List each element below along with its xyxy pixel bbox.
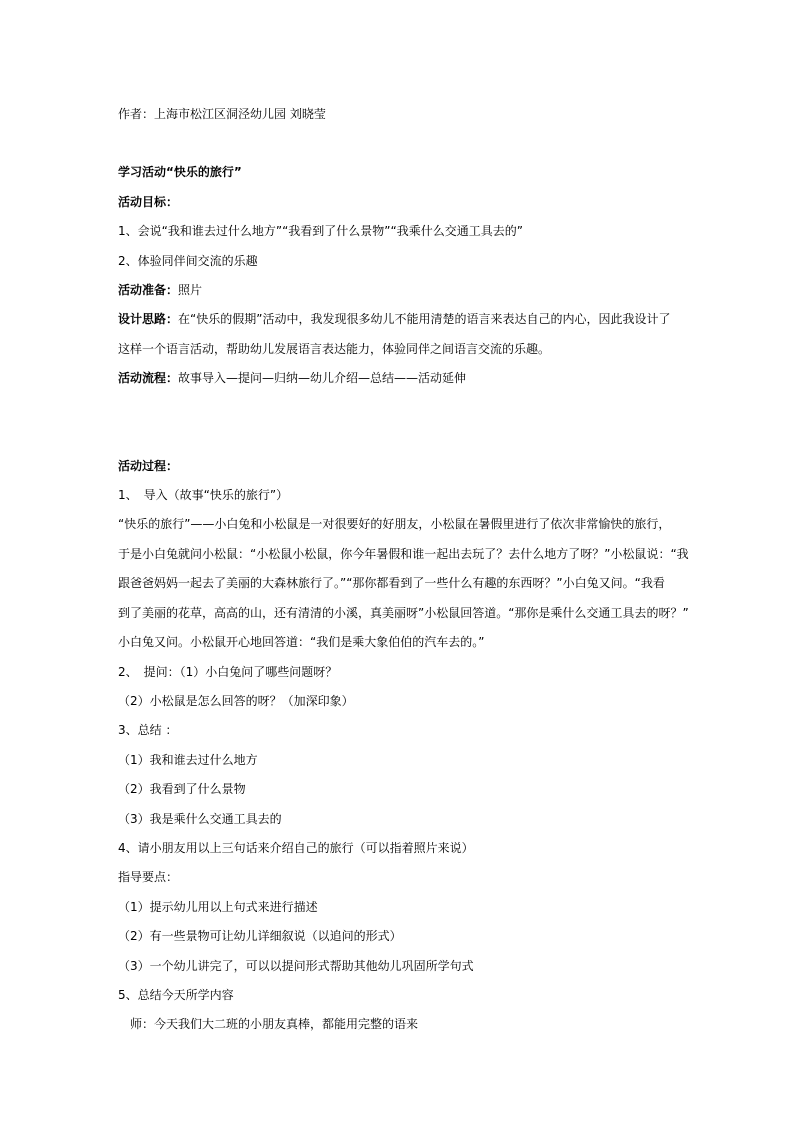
- author-value: 上海市松江区洞泾幼儿园 刘晓莹: [154, 107, 326, 121]
- goal-item-2: 2、体验同伴间交流的乐趣: [118, 253, 258, 268]
- summary-item-3: （3）我是乘什么交通工具去的: [118, 811, 282, 826]
- guide-item-1: （1）提示幼儿用以上句式来进行描述: [118, 899, 318, 914]
- spacer: [118, 394, 683, 452]
- prep-value: 照片: [178, 283, 203, 298]
- author-line: [118, 100, 683, 129]
- author-label: 作者：: [118, 107, 155, 121]
- prep-line: [118, 276, 683, 305]
- flow-value: 故事导入—提问—归纳—幼儿介绍—总结——活动延伸: [178, 371, 467, 386]
- story-line-4: 到了美丽的花草，高高的山，还有清清的小溪，真美丽呀”小松鼠回答道。“那你是乘什么交通工具去的呀？”: [118, 605, 689, 620]
- prep-label: 活动准备：: [118, 283, 179, 298]
- guide-label: 指导要点：: [118, 870, 179, 885]
- guide-item-3: （3）一个幼儿讲完了，可以以提问形式帮助其他幼儿巩固所学句式: [118, 958, 474, 973]
- flow-label: 活动流程：: [118, 371, 179, 386]
- story-line-1: “快乐的旅行”——小白兔和小松鼠是一对很要好的好朋友，小松鼠在暑假里进行了依次非常愉快的旅行，: [118, 517, 671, 532]
- design-label: 设计思路：: [118, 312, 179, 327]
- guide-item-2: （2）有一些景物可让幼儿详细叙说（以追问的形式）: [118, 929, 402, 944]
- process-step-3: 3、总结 ：: [118, 723, 178, 738]
- spacer: [118, 129, 683, 158]
- goals-label: 活动目标：: [118, 194, 179, 209]
- design-line-2: 这样一个语言活动，帮助幼儿发展语言表达能力，体验同伴之间语言交流的乐趣。: [118, 341, 551, 356]
- document-page: [118, 100, 689, 1040]
- story-line-3: 跟爸爸妈妈一起去了美丽的大森林旅行了。”“那你都看到了一些什么有趣的东西呀？”小白兔又问。“我看: [118, 576, 665, 591]
- goal-item-1: 1、会说“我和谁去过什么地方”“我看到了什么景物”“我乘什么交通工具去的”: [118, 224, 523, 239]
- process-label: 活动过程：: [118, 458, 179, 473]
- process-step-2: 2、 提问：（1）小白兔问了哪些问题呀？: [118, 664, 338, 679]
- flow-line: [118, 364, 683, 393]
- process-step-4: 4、请小朋友用以上三句话来介绍自己的旅行（可以指着照片来说）: [118, 840, 474, 855]
- activity-title: 学习活动“快乐的旅行”: [118, 165, 242, 180]
- process-step-1: 1、 导入（故事“快乐的旅行”）: [118, 488, 289, 503]
- teacher-line: 师：今天我们大二班的小朋友真棒，都能用完整的语来: [130, 1017, 419, 1032]
- process-step-2-sub: （2）小松鼠是怎么回答的呀？（加深印象）: [118, 693, 354, 708]
- design-text-1: 在“快乐的假期”活动中，我发现很多幼儿不能用清楚的语言来表达自己的内心，因此我设计了: [178, 312, 671, 327]
- story-line-2: 于是小白兔就问小松鼠：“小松鼠小松鼠，你今年暑假和谁一起出去玩了？去什么地方了呀？”小松鼠说：“我: [118, 546, 689, 561]
- design-line-1: [118, 305, 683, 334]
- summary-item-1: （1）我和谁去过什么地方: [118, 752, 258, 767]
- story-line-5: 小白兔又问。小松鼠开心地回答道：“我们是乘大象伯伯的汽车去的。”: [118, 635, 485, 650]
- process-step-5: 5、总结今天所学内容: [118, 987, 234, 1002]
- summary-item-2: （2）我看到了什么景物: [118, 782, 246, 797]
